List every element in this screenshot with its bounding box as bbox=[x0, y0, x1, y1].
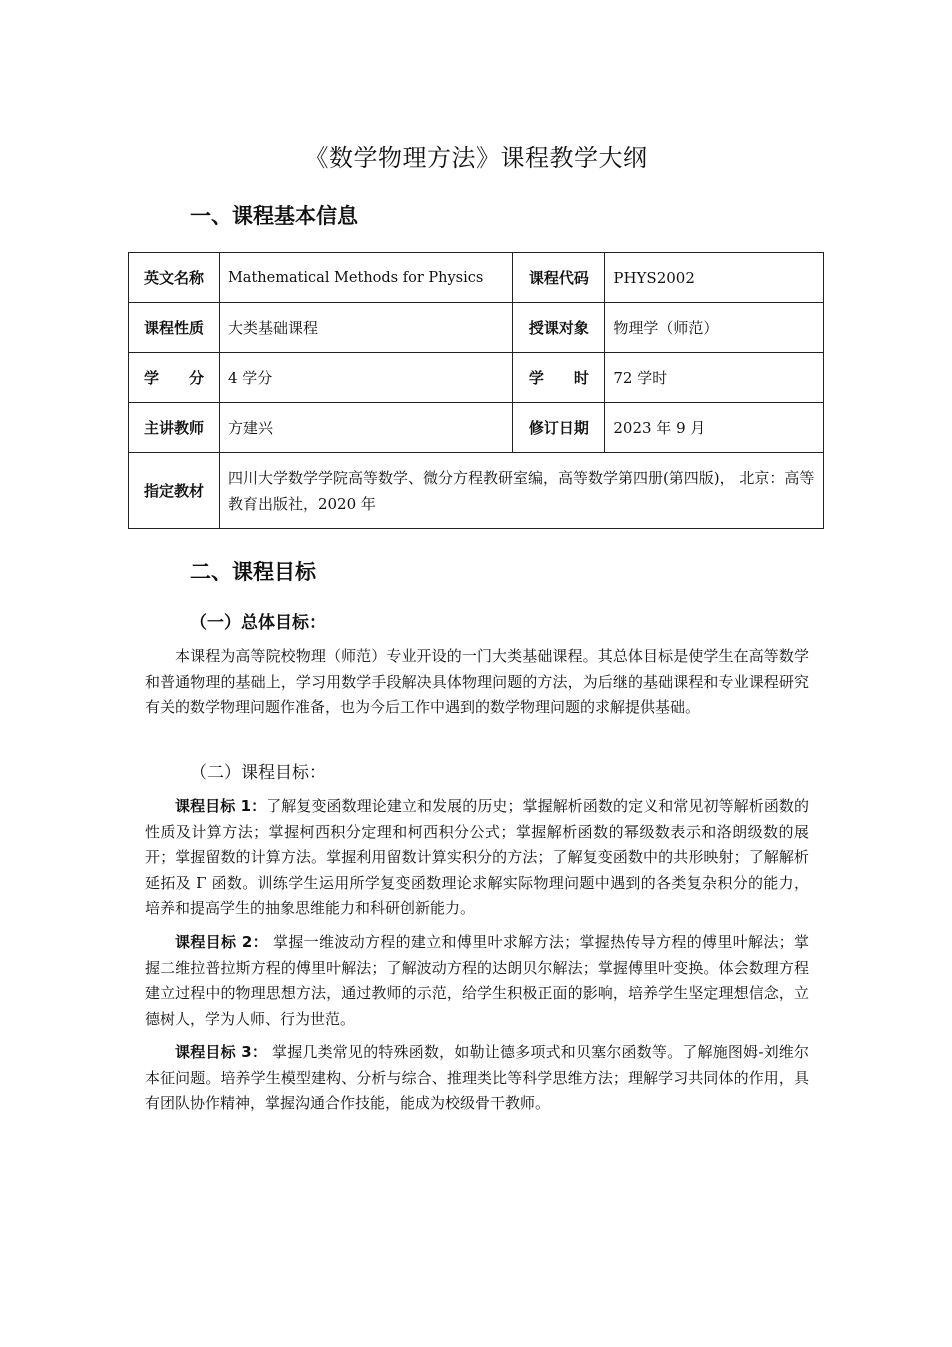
credits-label: 学 分 bbox=[129, 353, 220, 403]
table-row bbox=[129, 303, 824, 353]
credits-value: 4 学分 bbox=[219, 353, 512, 403]
table-row bbox=[129, 453, 824, 529]
objective-3-paragraph bbox=[145, 1040, 809, 1117]
overall-objective-text: 本课程为高等院校物理（师范）专业开设的一门大类基础课程。其总体目标是使学生在高等数学和普通物理的基础上，学习用数学手段解决具体物理问题的方法，为后继的基础课程和专业课程研究有关的数学物理问题作准备，也为今后工作中遇到的数学物理问题的求解提供基础。 bbox=[145, 647, 809, 716]
course-nature-label: 课程性质 bbox=[129, 303, 220, 353]
course-nature-value: 大类基础课程 bbox=[219, 303, 512, 353]
teacher-value: 方建兴 bbox=[219, 403, 512, 453]
objective-2-label: 课程目标 2： bbox=[175, 933, 268, 951]
textbook-label: 指定教材 bbox=[129, 453, 220, 529]
teacher-label: 主讲教师 bbox=[129, 403, 220, 453]
objective-1-label: 课程目标 1： bbox=[175, 797, 267, 815]
objective-1-paragraph bbox=[145, 794, 809, 922]
english-name-value: Mathematical Methods for Physics bbox=[219, 253, 512, 303]
revised-date-label: 修订日期 bbox=[513, 403, 605, 453]
table-row bbox=[129, 353, 824, 403]
course-objectives-heading: （二）课程目标： bbox=[190, 763, 326, 783]
textbook-value: 四川大学数学学院高等数学、微分方程教研室编，高等数学第四册(第四版)， 北京：高等教育出版社，2020 年 bbox=[219, 453, 823, 529]
objective-2-text: 掌握一维波动方程的建立和傅里叶求解方法；掌握热传导方程的傅里叶解法；掌握二维拉普拉斯方程的傅里叶解法；了解波动方程的达朗贝尔解法；掌握傅里叶变换。体会数理方程建立过程中的物理思想方法，通过教师的示范，给学生积极正面的影响，培养学生坚定理想信念，立德树人，学为人师、行为世范。 bbox=[145, 933, 809, 1028]
table-row bbox=[129, 403, 824, 453]
hours-value: 72 学时 bbox=[605, 353, 824, 403]
table-row bbox=[129, 253, 824, 303]
english-name-label: 英文名称 bbox=[129, 253, 220, 303]
overall-objective-heading: （一）总体目标： bbox=[190, 613, 326, 633]
course-info-table bbox=[128, 252, 824, 529]
section-heading-basic-info: 一、课程基本信息 bbox=[190, 204, 358, 228]
course-code-label: 课程代码 bbox=[513, 253, 605, 303]
hours-label: 学 时 bbox=[513, 353, 605, 403]
audience-value: 物理学（师范） bbox=[605, 303, 824, 353]
revised-date-value: 2023 年 9 月 bbox=[605, 403, 824, 453]
objective-2-paragraph bbox=[145, 930, 809, 1032]
objective-3-label: 课程目标 3： bbox=[175, 1043, 268, 1061]
page-title: 《数学物理方法》课程教学大纲 bbox=[304, 144, 648, 172]
objective-1-text: 了解复变函数理论建立和发展的历史；掌握解析函数的定义和常见初等解析函数的性质及计算方法；掌握柯西积分定理和柯西积分公式；掌握解析函数的幂级数表示和洛朗级数的展开；掌握留数的计算方法。掌握利用留数计算实积分的方法；了解复变函数中的共形映射；了解解析延拓及 Γ 函数。训练学生运用所学复变函数理论求解实际物理问题中遇到的各类复杂积分的能力，培养和提高学生的抽象思维能力和科研创新能力。 bbox=[145, 797, 809, 917]
section-heading-course-objectives: 二、课程目标 bbox=[190, 560, 316, 584]
course-code-value: PHYS2002 bbox=[605, 253, 824, 303]
audience-label: 授课对象 bbox=[513, 303, 605, 353]
objective-3-text: 掌握几类常见的特殊函数，如勒让德多项式和贝塞尔函数等。了解施图姆-刘维尔本征问题。培养学生模型建构、分析与综合、推理类比等科学思维方法；理解学习共同体的作用，具有团队协作精神，掌握沟通合作技能，能成为校级骨干教师。 bbox=[145, 1043, 809, 1112]
